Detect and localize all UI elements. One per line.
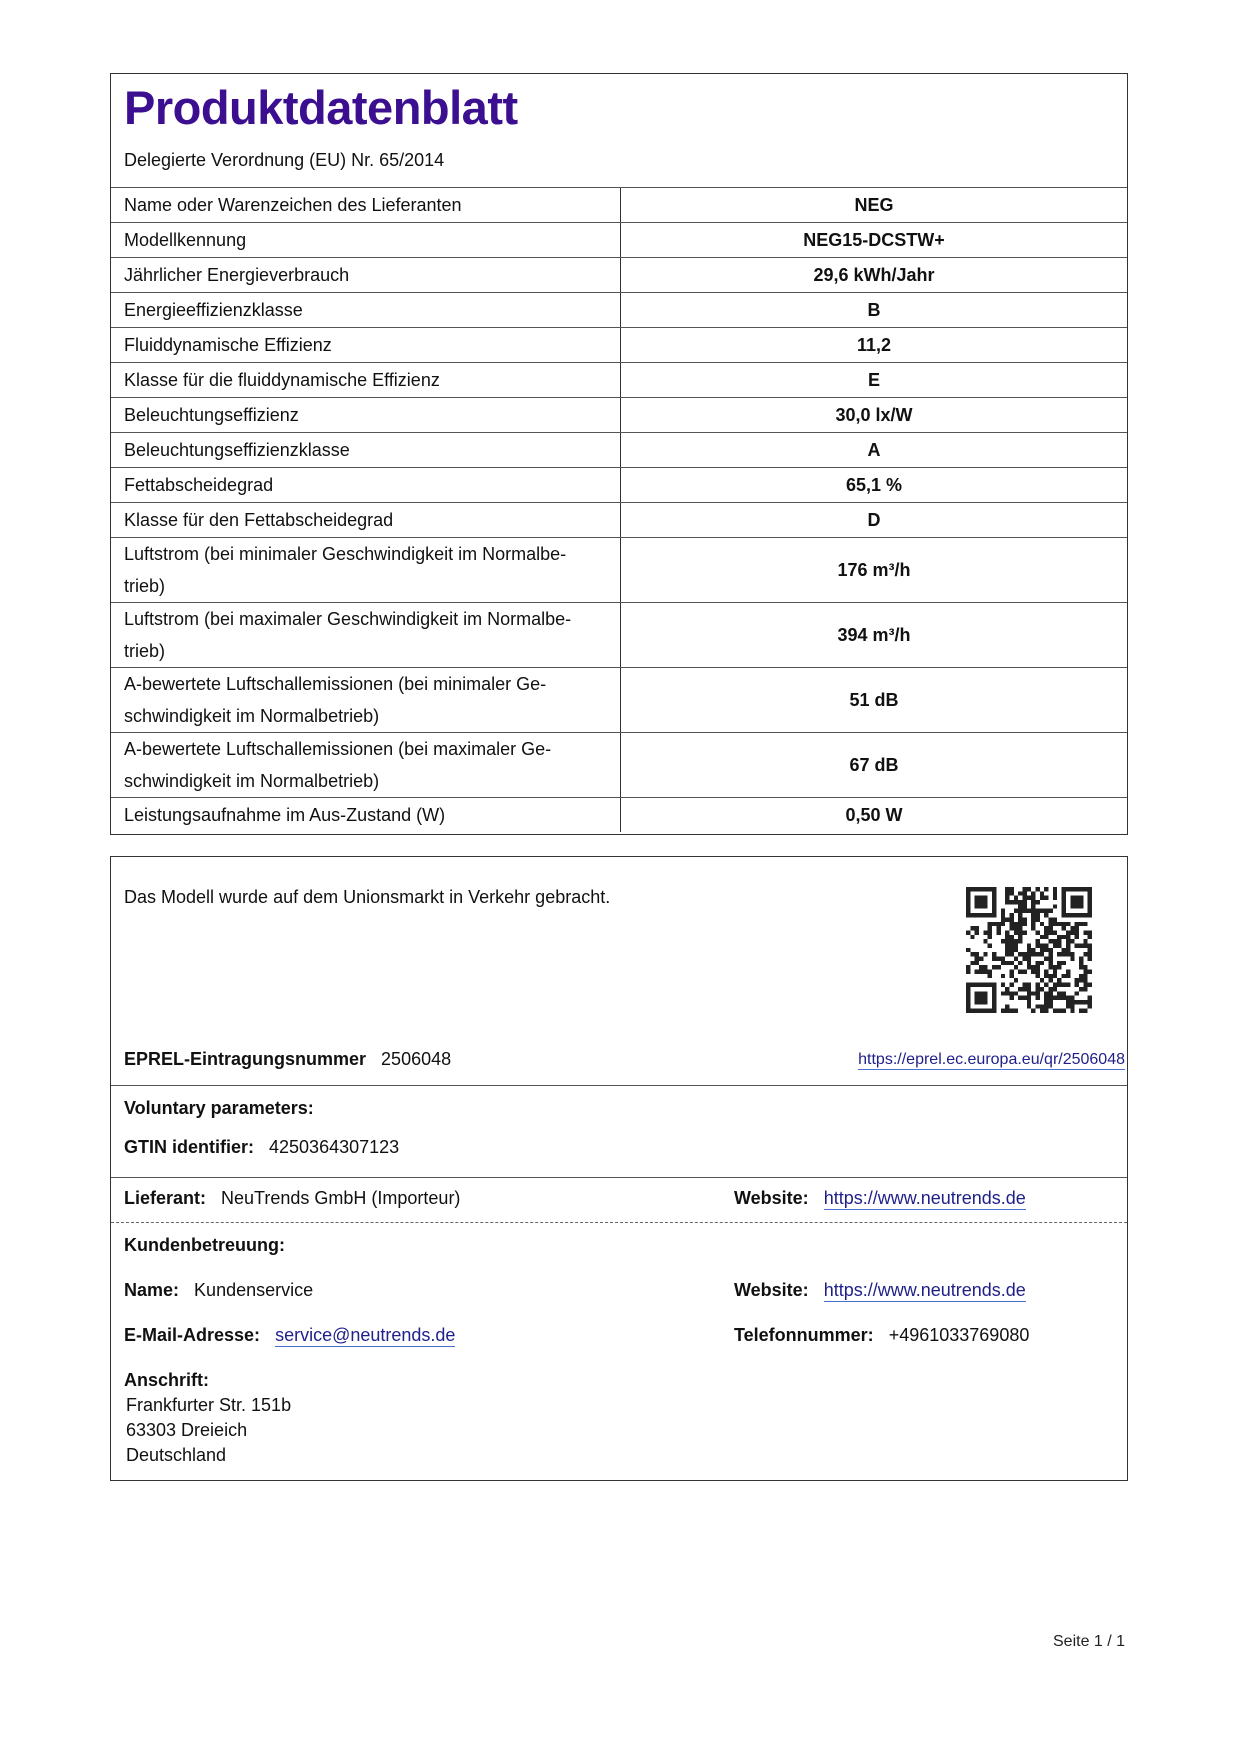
row-label: Klasse für die fluiddynamische Effizienz [111,363,621,398]
row-label: Luftstrom (bei maximaler Geschwindigkeit im Normalbe-trieb) [111,603,621,668]
cs-name-label: Name: [124,1280,180,1300]
row-value: 51 dB [621,668,1128,733]
supplier-website-link[interactable]: https://www.neutrends.de [823,1188,1026,1208]
row-label: Jährlicher Energieverbrauch [111,258,621,293]
table-row [111,798,1127,833]
table-row [111,433,1127,468]
address-line: Frankfurter Str. 151b [126,1395,292,1415]
supplier-info-box [110,856,1128,1481]
cs-email-row [124,1325,455,1346]
row-value: 11,2 [621,328,1128,363]
table-row [111,363,1127,398]
row-value: A [621,433,1128,468]
supplier-label: Lieferant: [124,1188,207,1208]
table-row [111,188,1127,223]
product-data-table-box [110,73,1128,835]
eprel-row [124,1049,451,1070]
qr-code-icon[interactable] [966,887,1092,1013]
table-row [111,668,1127,733]
page-number: Seite 1 / 1 [1053,1633,1126,1650]
row-value: B [621,293,1128,328]
cs-phone-value: +4961033769080 [888,1325,1030,1345]
row-value: 394 m³/h [621,603,1128,668]
row-label: Leistungsaufnahme im Aus-Zustand (W) [111,798,621,833]
row-value: 0,50 W [845,805,903,825]
table-row [111,603,1127,668]
row-label: Beleuchtungseffizienz [111,398,621,433]
row-value: 65,1 % [621,468,1128,503]
row-label: Klasse für den Fettabscheidegrad [111,503,621,538]
document-header [111,74,1127,188]
cs-email-label: E-Mail-Adresse: [124,1325,261,1345]
cs-website-label: Website: [734,1280,809,1300]
gtin-value: 4250364307123 [269,1137,400,1157]
table-row [111,468,1127,503]
market-statement: Das Modell wurde auf dem Unionsmarkt in Verkehr gebracht. [124,887,611,907]
cs-email-link[interactable]: service@neutrends.de [275,1325,456,1345]
table-row [111,258,1127,293]
page-title: Produktdatenblatt [124,81,518,134]
table-row [111,733,1127,798]
supplier-website-label: Website: [734,1188,809,1208]
gtin-row [124,1137,399,1158]
eprel-link[interactable]: https://eprel.ec.europa.eu/qr/2506048 [858,1051,1125,1068]
divider [111,1177,1127,1178]
row-value: 29,6 kWh/Jahr [621,258,1128,293]
dashed-divider [111,1222,1127,1223]
voluntary-heading: Voluntary parameters: [124,1098,314,1118]
row-label: Energieeffizienzklasse [111,293,621,328]
row-value: 67 dB [621,733,1128,798]
row-value: NEG [621,188,1128,223]
cs-address-label: Anschrift: [124,1370,209,1390]
supplier-value: NeuTrends GmbH (Importeur) [221,1188,461,1208]
row-label: Beleuchtungseffizienzklasse [111,433,621,468]
supplier-website-row [734,1188,1026,1209]
cs-website-link[interactable]: https://www.neutrends.de [823,1280,1026,1300]
table-row [111,328,1127,363]
address-line: Deutschland [126,1445,227,1465]
row-value: 30,0 lx/W [621,398,1128,433]
cs-phone-label: Telefonnummer: [734,1325,874,1345]
row-label: A-bewertete Luftschallemissionen (bei maximaler Ge-schwindigkeit im Normalbetrieb) [111,733,621,798]
eprel-link-wrap [858,1051,1125,1069]
table-row [111,503,1127,538]
regulation-subtitle: Delegierte Verordnung (EU) Nr. 65/2014 [124,150,445,170]
supplier-row [124,1188,460,1209]
row-label: Luftstrom (bei minimaler Geschwindigkeit im Normalbe-trieb) [111,538,621,603]
address-line: 63303 Dreieich [126,1420,248,1440]
customer-service-heading: Kundenbetreuung: [124,1235,285,1255]
row-value: D [621,503,1128,538]
row-value: 176 m³/h [621,538,1128,603]
cs-name-value: Kundenservice [194,1280,314,1300]
cs-phone-row [734,1325,1029,1346]
eprel-label: EPREL-Eintragungsnummer [124,1049,367,1069]
eprel-number: 2506048 [381,1049,452,1069]
row-label: A-bewertete Luftschallemissionen (bei minimaler Ge-schwindigkeit im Normalbetrieb) [111,668,621,733]
row-label: Fluiddynamische Effizienz [111,328,621,363]
row-label: Name oder Warenzeichen des Lieferanten [111,188,621,223]
row-value: NEG15-DCSTW+ [621,223,1128,258]
cs-website-row [734,1280,1026,1301]
table-row [111,223,1127,258]
gtin-label: GTIN identifier: [124,1137,254,1157]
table-row [111,293,1127,328]
row-value: E [621,363,1128,398]
row-label: Fettabscheidegrad [111,468,621,503]
table-row [111,538,1127,603]
spec-table [111,188,1127,832]
divider [111,1085,1127,1086]
row-label: Modellkennung [111,223,621,258]
cs-name-row [124,1280,313,1301]
table-row [111,398,1127,433]
